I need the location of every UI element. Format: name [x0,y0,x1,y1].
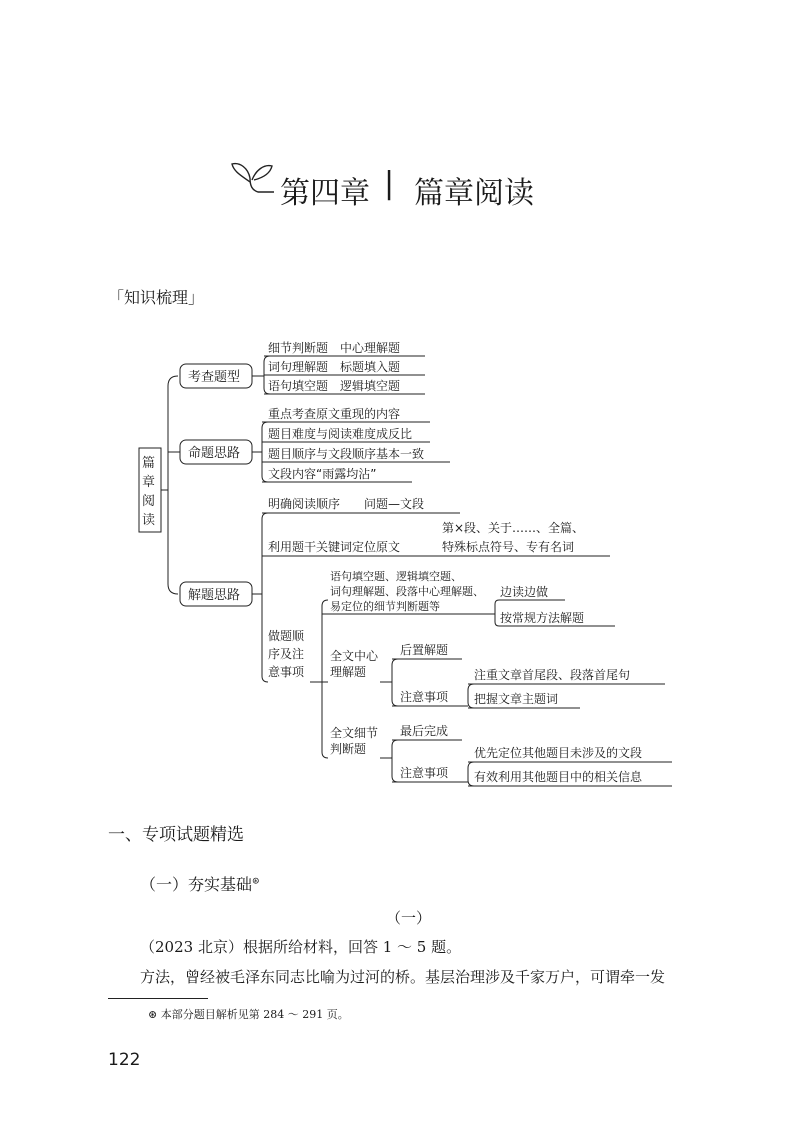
group-b-line2: 理解题 [330,665,367,679]
branch3-item1: 明确阅读顺序 问题—文段 [268,497,425,511]
group-a-right1: 边读边做 [500,585,549,599]
branch1-row-1: 细节判断题 中心理解题 [268,341,401,355]
branch1-row-2: 词句理解题 标题填入题 [268,360,401,374]
branch1-label: 考查题型 [188,370,241,385]
paragraph-1: （2023 北京）根据所给材料，回答 1 ～ 5 题。 [140,938,462,956]
chapter-number: 第四章 [280,176,370,211]
group-a-line1: 语句填空题、逻辑填空题、 [330,570,462,583]
group-b-line1: 全文中心 [330,649,379,663]
group-b-note2: 把握文章主题词 [474,692,559,706]
mindmap-connector [462,684,474,708]
bracket-close: 」 [188,288,205,307]
chapter-separator: | [384,166,395,201]
footnote-text: 本部分题目解析见第 284 ～ 291 页。 [160,1008,349,1021]
branch2-row-1: 重点考查原文重现的内容 [268,407,401,421]
group-b-note1: 注重文章首尾段、段落首尾句 [474,668,631,682]
heading-2-mark: ⊛ [252,876,260,887]
root-char-2: 章 [142,475,156,490]
branch3-item3-line3: 意事项 [268,665,305,679]
mindmap-connector [310,600,328,758]
mindmap-connector [252,513,268,682]
branch1-row-3: 语句填空题 逻辑填空题 [268,379,401,393]
root-char-3: 阅 [142,494,156,509]
mindmap-connector [252,422,268,482]
section-tag-label: 知识梳理 [124,288,189,307]
root-char-1: 篇 [142,456,156,471]
group-c-notes: 注意事项 [400,766,449,780]
heading-2 [140,872,260,895]
group-b-right1: 后置解题 [400,643,449,657]
mindmap-connector [161,376,180,594]
branch3-item3-line1: 做题顺 [268,629,305,643]
group-c-line1: 全文细节 [330,726,379,740]
footnote-mark: ⊛ [148,1008,158,1021]
chapter-title: 篇章阅读 [414,176,534,211]
heading-2-text: （一）夯实基础 [140,875,253,894]
branch2-label: 命题思路 [188,446,241,461]
branch3-item2: 利用题干关键词定位原文 [268,540,401,554]
group-a-right2: 按常规方法解题 [500,611,585,625]
branch2-row-3: 题目顺序与文段顺序基本一致 [268,447,425,461]
branch2-row-4: 文段内容“雨露均沾” [268,467,377,481]
branch3-label: 解题思路 [188,588,241,603]
footnote-rule [108,998,208,999]
group-a-line3: 易定位的细节判断题等 [330,600,440,613]
group-b-notes: 注意事项 [400,690,449,704]
group-c-note1: 优先定位其他题目未涉及的文段 [474,746,643,760]
mindmap-connector [462,762,474,786]
footnote [148,1006,349,1022]
group-a-line2: 词句理解题、段落中心理解题、 [330,585,484,598]
page-number: 122 [108,1050,141,1070]
group-c-line2: 判断题 [330,742,367,756]
mindmap-connector [380,740,398,782]
group-c-note2: 有效利用其他题目中的相关信息 [474,770,643,784]
branch3-item2-note1: 第×段、关于……、全篇、 [442,521,585,535]
group-c-right1: 最后完成 [400,724,449,738]
sub-index: （一） [386,909,432,927]
branch2-row-2: 题目难度与阅读难度成反比 [268,427,413,441]
heading-1: 一、专项试题精选 [108,825,244,845]
mindmap-connector [380,659,398,706]
branch3-item2-note2: 特殊标点符号、专有名词 [442,540,575,554]
branch3-item3-line2: 序及注 [268,647,305,661]
bracket-open: 「 [108,288,125,307]
root-char-4: 读 [142,513,156,528]
paragraph-2: 方法，曾经被毛泽东同志比喻为过河的桥。基层治理涉及千家万户，可谓牵一发 [140,968,666,986]
